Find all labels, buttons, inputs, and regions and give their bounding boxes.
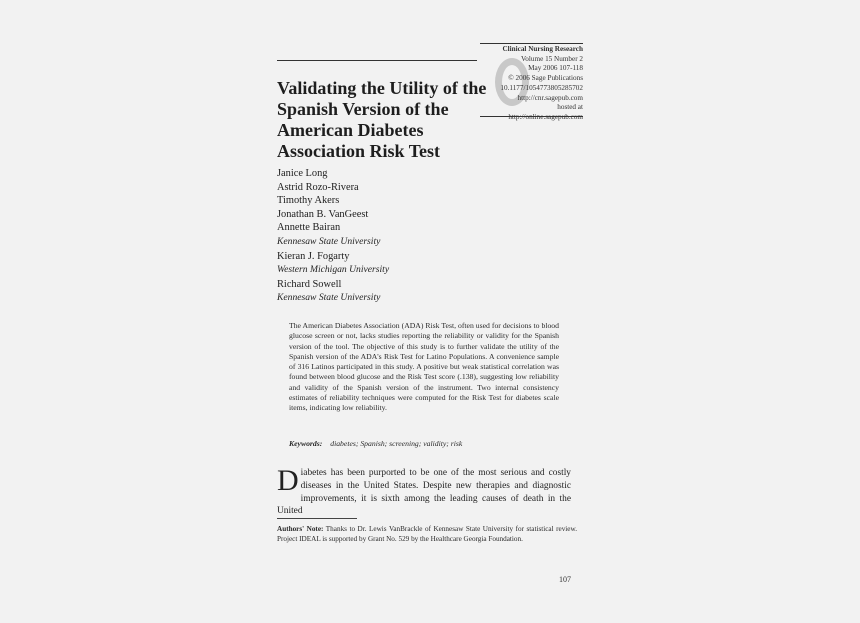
authors-note-text: Thanks to Dr. Lewis VanBrackle of Kennesaw State University for statistical review. Project IDEAL is supported by Grant No. 529 by the Healthcare Georgia Foundation. [277,525,578,544]
footnote-rule [277,518,357,519]
author-affiliation: Kennesaw State University [277,235,381,247]
journal-url: http://cnr.sagepub.com [517,93,583,102]
authors-note-label: Authors' Note: [277,525,324,533]
authors-note [277,524,577,545]
author-list [277,167,527,306]
journal-doi: 10.1177/1054773805285702 [500,83,583,92]
journal-name: Clinical Nursing Research [502,45,583,53]
author-name: Richard Sowell [277,278,342,290]
author-affiliation: Kennesaw State University [277,292,381,304]
journal-volume: Volume 15 Number 2 [521,54,583,63]
article-title: Validating the Utility of the Spanish Version of the American Diabetes Association Risk Test [277,78,487,161]
drop-cap: D [277,464,299,497]
body-paragraph [277,464,571,518]
author-name: Jonathan B. VanGeest [277,208,369,220]
author-name: Kieran J. Fogarty [277,250,350,262]
journal-date-pages: May 2006 107-118 [528,64,583,73]
page-number: 107 [559,575,571,584]
journal-metadata [480,45,583,123]
author-name: Annette Bairan [277,222,341,234]
abstract: The American Diabetes Association (ADA) Risk Test, often used for decisions to blood glucose screen or not, lacks studies reporting the reliability or validity for the Spanish version of the tool. The objective of this study is to further validate the utility of the Spanish version of the ADA's Risk Test for Latino Populations. A convenience sample of 316 Latinos participated in this study. A positive but weak statistical correlation was found between blood glucose and the Risk Test score (.138), suggesting low reliability and validity of the Spanish version of the instrument. Two internal consistency estimates of reliability techniques were computed for the Risk Test for diabetes scale items, indicating low reliability. [289,321,559,413]
top-rule [277,60,477,61]
journal-host-url: http://online.sagepub.com [508,112,583,121]
journal-copyright: © 2006 Sage Publications [508,74,583,83]
keywords-list: diabetes; Spanish; screening; validity; risk [330,439,463,448]
meta-rule-top [480,43,583,44]
author-name: Timothy Akers [277,195,340,207]
keywords [289,439,569,449]
author-name: Astrid Rozo-Rivera [277,181,359,193]
author-affiliation: Western Michigan University [277,264,390,276]
keywords-label: Keywords: [289,439,323,448]
body-text: iabetes has been purported to be one of the most serious and costly diseases in the United States. Despite new therapies and diagnostic improvements, it is sixth among the leading causes of death in the United [277,468,571,517]
journal-hosted-at: hosted at [557,103,583,112]
author-name: Janice Long [277,168,328,179]
